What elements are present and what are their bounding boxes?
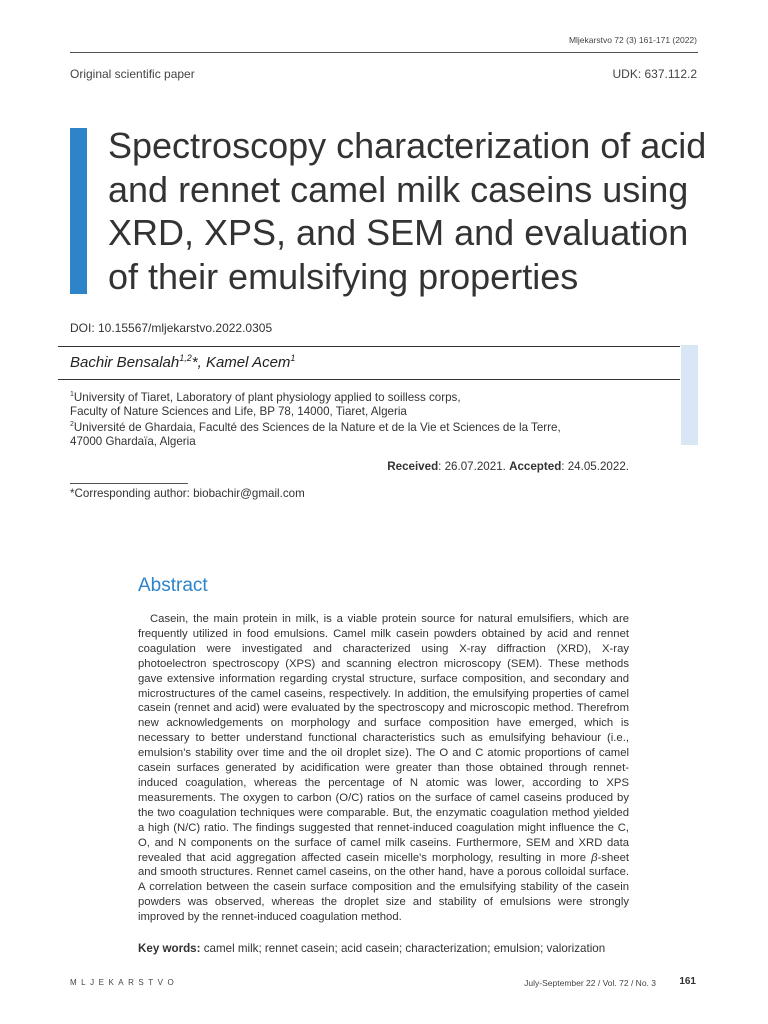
affiliation-line: University of Tiaret, Laboratory of plant physiology applied to soilless corps, (73, 390, 461, 404)
footnote-divider (70, 483, 188, 484)
corresponding-author: *Corresponding author: biobachir@gmail.com (70, 487, 305, 500)
beta-symbol: β (591, 851, 598, 864)
paper-type-label: Original scientific paper (70, 67, 195, 81)
corresponding-mark: * (191, 354, 198, 371)
author-name: Bachir Bensalah (70, 354, 180, 371)
author-affiliation-mark: 1 (290, 353, 296, 363)
affiliation-2 (70, 418, 561, 449)
received-label: Received (387, 460, 439, 473)
affiliation-1 (70, 388, 461, 419)
author-name: Kamel Acem (205, 354, 291, 371)
page-number: 161 (679, 976, 696, 987)
affiliation-line: 47000 Ghardaïa, Algeria (70, 434, 196, 448)
keywords-list: camel milk; rennet casein; acid casein; characterization; emulsion; valorization (200, 942, 606, 955)
abstract-text-part: Casein, the main protein in milk, is a viable protein source for natural emulsifiers, which are frequently utilized in food emulsions. Camel milk casein powders obtained by acid and rennet coagulation were investigated and characterized using X-ray diffraction (XRD), X-ray photoelectron spectroscopy (XPS) and scanning electron microscopy (SEM). These methods gave extensive information regarding crystal structure, surface composition, and secondary and microstructures of the camel caseins, respectively. In addition, the emulsifying properties of camel casein (rennet and acid) were evaluated by the spectroscopy and microscopic method. Therefrom new acknowledgements on morphology and surface composition have emerged, which is necessary to better understand functional characteristics such as emulsifying behaviour (i.e., emulsion's stability over time and the oil droplet size). The O and C atomic proportions of camel casein surfaces generated by acidification were greater than those obtained through rennet-induced coagulation, whereas the percentage of N atomic was lower, according to XPS measurements. The oxygen to carbon (O/C) ratios on the surface of camel caseins produced by the two coagulation techniques were comparable. But, the enzymatic coagulation method yielded a high (N/C) ratio. The findings suggested that rennet-induced coagulation might influence the C, O, and N components on the surface of camel milk caseins. Furthermore, SEM and XRD data revealed that acid aggregation affected casein micelle's morphology, resulting in more (138, 613, 629, 864)
affiliation-number: 1 (70, 391, 74, 398)
abstract-text-part: -sheet and smooth structures. Rennet camel caseins, on the other hand, have a porous colloidal surface. A correlation between the casein surface composition and the emulsifying stability of the casein powders was observed, whereas the droplet size and stability of emulsions were strongly improved by the rennet-induced coagulation method. (138, 851, 629, 924)
keywords (138, 942, 605, 955)
affiliation-number: 2 (70, 421, 74, 428)
author-separator: , (197, 354, 206, 371)
authors-divider-bottom (58, 379, 680, 380)
doi-link[interactable]: DOI: 10.15567/mljekarstvo.2022.0305 (70, 321, 273, 335)
footer-journal-name: MLJEKARSTVO (70, 978, 179, 987)
side-accent-bar (681, 345, 698, 445)
journal-reference: Mljekarstvo 72 (3) 161-171 (2022) (568, 35, 697, 45)
abstract-heading: Abstract (138, 575, 208, 596)
paper-title: Spectroscopy characterization of acid and rennet camel milk caseins using XRD, XPS, and SEM and evaluation of their emulsifying properties (108, 125, 707, 297)
udk-code: UDK: 637.112.2 (612, 67, 697, 81)
abstract-text (138, 612, 629, 925)
footer-issue: July-September 22 / Vol. 72 / No. 3 (524, 978, 656, 988)
received-accepted-dates (387, 460, 629, 473)
author-list (70, 353, 295, 371)
affiliation-line: Faculty of Nature Sciences and Life, BP 78, 14000, Tiaret, Algeria (70, 404, 407, 418)
accepted-date: : 24.05.2022. (561, 460, 629, 473)
title-accent-bar (70, 128, 87, 294)
header-divider (70, 52, 698, 53)
accepted-label: Accepted (509, 460, 562, 473)
keywords-label: Key words: (138, 942, 201, 955)
affiliation-line: Université de Ghardaia, Faculté des Sciences de la Nature et de la Vie et Sciences de la Terre, (73, 420, 561, 434)
received-date: : 26.07.2021. (438, 460, 510, 473)
authors-divider-top (58, 346, 680, 347)
author-affiliation-mark: 1,2 (179, 353, 192, 363)
